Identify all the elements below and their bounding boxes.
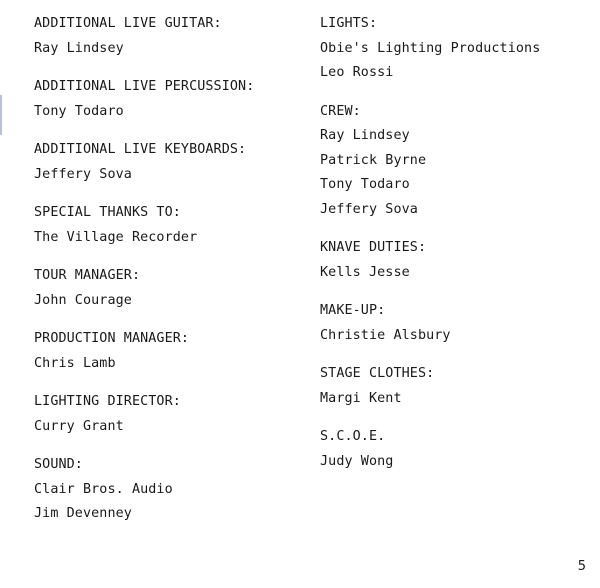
- credit-section-stage-clothes: [320, 362, 590, 411]
- credit-name: Judy Wong: [320, 453, 394, 469]
- credit-heading: ADDITIONAL LIVE KEYBOARDS:: [34, 142, 247, 157]
- credit-heading: CREW:: [320, 103, 361, 119]
- credit-name: Leo Rossi: [320, 65, 394, 80]
- credit-name: The Village Recorder: [34, 229, 198, 245]
- credit-name: Ray Lindsey: [34, 40, 124, 56]
- credit-section-make-up: [320, 299, 590, 348]
- credit-section-lights: [320, 12, 590, 86]
- credit-name: Margi Kent: [320, 390, 402, 406]
- credit-name: Jeffery Sova: [320, 201, 418, 217]
- credit-section-additional-live-percussion: [34, 75, 304, 124]
- credit-name: Clair Bros. Audio: [34, 481, 173, 497]
- credit-name: Tony Todaro: [320, 177, 410, 192]
- credit-name: John Courage: [34, 292, 132, 308]
- credit-heading: ADDITIONAL LIVE GUITAR:: [34, 16, 222, 31]
- credit-name: Patrick Byrne: [320, 152, 427, 168]
- scan-edge-mark: [0, 95, 2, 135]
- credit-section-additional-live-guitar: [34, 12, 304, 61]
- credit-section-tour-manager: [34, 264, 304, 313]
- credit-heading: LIGHTS:: [320, 16, 378, 31]
- credit-heading: PRODUCTION MANAGER:: [34, 331, 190, 346]
- credit-heading: S.C.O.E.: [320, 429, 386, 444]
- credit-heading: KNAVE DUTIES:: [320, 240, 427, 255]
- credit-section-sound: [34, 453, 304, 527]
- page-number: 5: [577, 559, 586, 574]
- credit-name: Christie Alsbury: [320, 327, 451, 343]
- credit-name: Ray Lindsey: [320, 128, 410, 143]
- credit-heading: MAKE-UP:: [320, 303, 386, 318]
- credits-left-column: [34, 12, 304, 541]
- credit-heading: LIGHTING DIRECTOR:: [34, 394, 181, 409]
- credit-name: Curry Grant: [34, 418, 124, 434]
- credits-right-column: [320, 12, 590, 488]
- credit-section-special-thanks: [34, 201, 304, 250]
- credit-name: Jeffery Sova: [34, 166, 132, 182]
- credit-heading: ADDITIONAL LIVE PERCUSSION:: [34, 79, 255, 94]
- credit-heading: STAGE CLOTHES:: [320, 366, 435, 381]
- credit-section-production-manager: [34, 327, 304, 376]
- credit-section-scoe: [320, 425, 590, 474]
- credit-name: Jim Devenney: [34, 506, 132, 521]
- credit-section-additional-live-keyboards: [34, 138, 304, 187]
- credit-name: Chris Lamb: [34, 355, 116, 371]
- credit-name: Tony Todaro: [34, 103, 124, 119]
- credit-section-crew: [320, 100, 590, 223]
- credit-heading: SPECIAL THANKS TO:: [34, 205, 181, 220]
- credit-section-lighting-director: [34, 390, 304, 439]
- credit-name: Kells Jesse: [320, 264, 410, 280]
- credit-name: Obie's Lighting Productions: [320, 40, 541, 56]
- credit-section-knave-duties: [320, 236, 590, 285]
- credit-heading: TOUR MANAGER:: [34, 268, 141, 283]
- credit-heading: SOUND:: [34, 457, 83, 472]
